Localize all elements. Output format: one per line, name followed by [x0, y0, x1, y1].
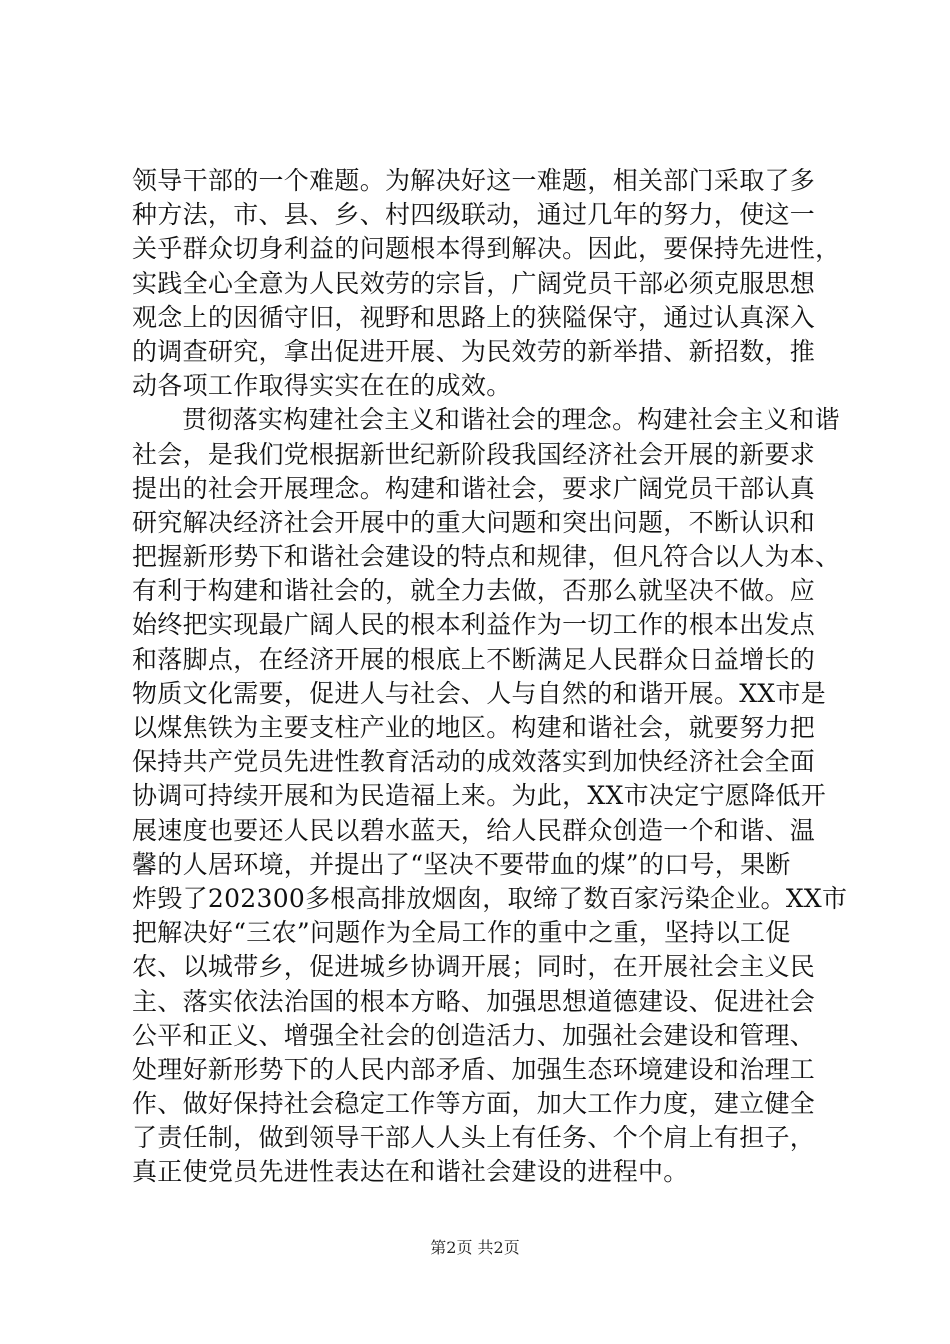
- page-number-footer: 第2页 共2页: [430, 1238, 520, 1257]
- text-line: 种方法，市、县、乡、村四级联动，通过几年的努力，使这一: [132, 200, 816, 230]
- text-line: 始终把实现最广阔人民的根本利益作为一切工作的根本出发点: [132, 610, 816, 640]
- text-line: 把握新形势下和谐社会建设的特点和规律，但凡符合以人为本、: [132, 542, 841, 572]
- text-line: 动各项工作取得实实在在的成效。: [132, 371, 512, 401]
- paragraph-first-line: 贯彻落实构建社会主义和谐社会的理念。构建社会主义和谐: [182, 405, 840, 435]
- text-line: 有利于构建和谐社会的，就全力去做，否那么就坚决不做。应: [132, 576, 816, 606]
- text-line: 社会，是我们党根据新世纪新阶段我国经济社会开展的新要求: [132, 439, 816, 469]
- text-line: 物质文化需要，促进人与社会、人与自然的和谐开展。XX市是: [132, 678, 826, 708]
- text-line: 协调可持续开展和为民造福上来。为此，XX市决定宁愿降低开: [132, 781, 826, 811]
- text-line: 农、以城带乡，促进城乡协调开展；同时，在开展社会主义民: [132, 952, 816, 982]
- text-line: 关乎群众切身利益的问题根本得到解决。因此，要保持先进性，: [132, 234, 841, 264]
- document-body: [132, 164, 848, 1190]
- text-line: 观念上的因循守旧，视野和思路上的狭隘保守，通过认真深入: [132, 302, 816, 332]
- text-line: 真正使党员先进性表达在和谐社会建设的进程中。: [132, 1157, 689, 1187]
- text-line: 展速度也要还人民以碧水蓝天，给人民群众创造一个和谐、温: [132, 815, 816, 845]
- text-line: 馨的人居环境，并提出了“坚决不要带血的煤”的口号，果断: [132, 849, 791, 879]
- text-line: 的调查研究，拿出促进开展、为民效劳的新举措、新招数，推: [132, 336, 816, 366]
- text-line: 领导干部的一个难题。为解决好这一难题，相关部门采取了多: [132, 166, 816, 195]
- text-line: 以煤焦铁为主要支柱产业的地区。构建和谐社会，就要努力把: [132, 713, 816, 742]
- text-line: 和落脚点，在经济开展的根底上不断满足人民群众日益增长的: [132, 644, 816, 674]
- text-line: 研究解决经济社会开展中的重大问题和突出问题，不断认识和: [132, 507, 816, 537]
- text-line: 炸毁了202300多根高排放烟囱，取缔了数百家污染企业。XX市: [132, 883, 848, 913]
- text-line: 了责任制，做到领导干部人人头上有任务、个个肩上有担子，: [132, 1123, 816, 1153]
- text-line: 实践全心全意为人民效劳的宗旨，广阔党员干部必须克服思想: [132, 268, 816, 298]
- text-line: 提出的社会开展理念。构建和谐社会，要求广阔党员干部认真: [132, 473, 816, 503]
- text-line: 处理好新形势下的人民内部矛盾、加强生态环境建设和治理工: [132, 1054, 816, 1084]
- text-line: 把解决好“三农”问题作为全局工作的重中之重，坚持以工促: [132, 918, 791, 948]
- text-line: 公平和正义、增强全社会的创造活力、加强社会建设和管理、: [132, 1020, 816, 1050]
- text-line: 主、落实依法治国的根本方略、加强思想道德建设、促进社会: [132, 986, 816, 1016]
- text-line: 保持共产党员先进性教育活动的成效落实到加快经济社会全面: [132, 747, 816, 777]
- text-line: 作、做好保持社会稳定工作等方面，加大工作力度，建立健全: [132, 1089, 816, 1119]
